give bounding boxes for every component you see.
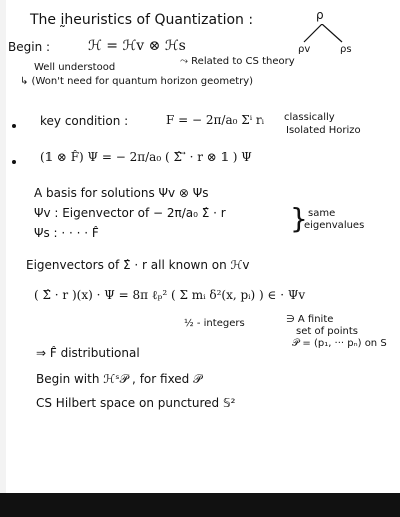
classically-label: classically — [284, 112, 335, 123]
eigenvectors-line: Eigenvectors of Σ̂ · r all known on ℋv — [26, 258, 250, 272]
distributional-line: ⇒ F̂ distributional — [36, 346, 140, 360]
related-to-cs: ⤳ Related to CS theory — [180, 56, 295, 67]
rho-top: ρ — [316, 8, 324, 22]
finite-set-line-1: ∋ A finite — [286, 314, 334, 325]
rho-s: ρs — [340, 44, 352, 55]
rho-v: ρv — [298, 44, 311, 55]
same-label: same — [308, 208, 336, 219]
basis-title: A basis for solutions Ψv ⊗ Ψs — [34, 186, 209, 200]
half-integers-note: ½ - integers — [184, 318, 245, 329]
cs-hilbert-line: CS Hilbert space on punctured 𝕊² — [36, 396, 236, 410]
scan-bottom-bar — [0, 493, 400, 517]
key-condition-equation: F = − 2π/a₀ Σⁱ rᵢ — [166, 113, 265, 127]
eigenvalues-label: eigenvalues — [304, 220, 365, 231]
eigen-equation: ( Σ̂ · r )(x) · Ψ = 8π ℓₚ² ( Σ mᵢ δ²(x, pᵢ) ) ∈ · Ψv — [34, 288, 306, 302]
begin-with-line: Begin with ℋˢ𝒫 , for fixed 𝒫 — [36, 372, 202, 386]
psi-s-line: Ψs : · · · · F̂ — [34, 226, 99, 240]
rho-tree-branches — [296, 24, 356, 46]
finite-set-line-3: 𝒫 = (p₁, ··· pₙ) on S — [292, 338, 387, 349]
bullet — [12, 160, 16, 164]
key-condition-label: key condition : — [40, 114, 129, 128]
page-title: The ḭheuristics of Quantization : — [30, 12, 254, 28]
finite-set-line-2: set of points — [296, 326, 358, 337]
wont-need-note: ↳ (Won't need for quantum horizon geometry) — [20, 76, 254, 87]
page-spine-shadow — [0, 0, 6, 517]
begin-equation: ℋ = ℋv ⊗ ℋs — [88, 38, 186, 54]
bullet — [12, 124, 16, 128]
operator-equation: (𝟙 ⊗ F̂) Ψ = − 2π/a₀ ( Σ̂ ⃗ · r ⊗ 𝟙 ) Ψ — [40, 150, 252, 164]
well-understood: Well understood — [34, 62, 116, 73]
psi-v-line: Ψv : Eigenvector of − 2π/a₀ Σ̂ · r — [34, 206, 226, 220]
begin-label: Begin : — [8, 40, 51, 54]
brace: } — [290, 202, 308, 235]
isolated-horizon-label: Isolated Horizo — [286, 125, 361, 136]
